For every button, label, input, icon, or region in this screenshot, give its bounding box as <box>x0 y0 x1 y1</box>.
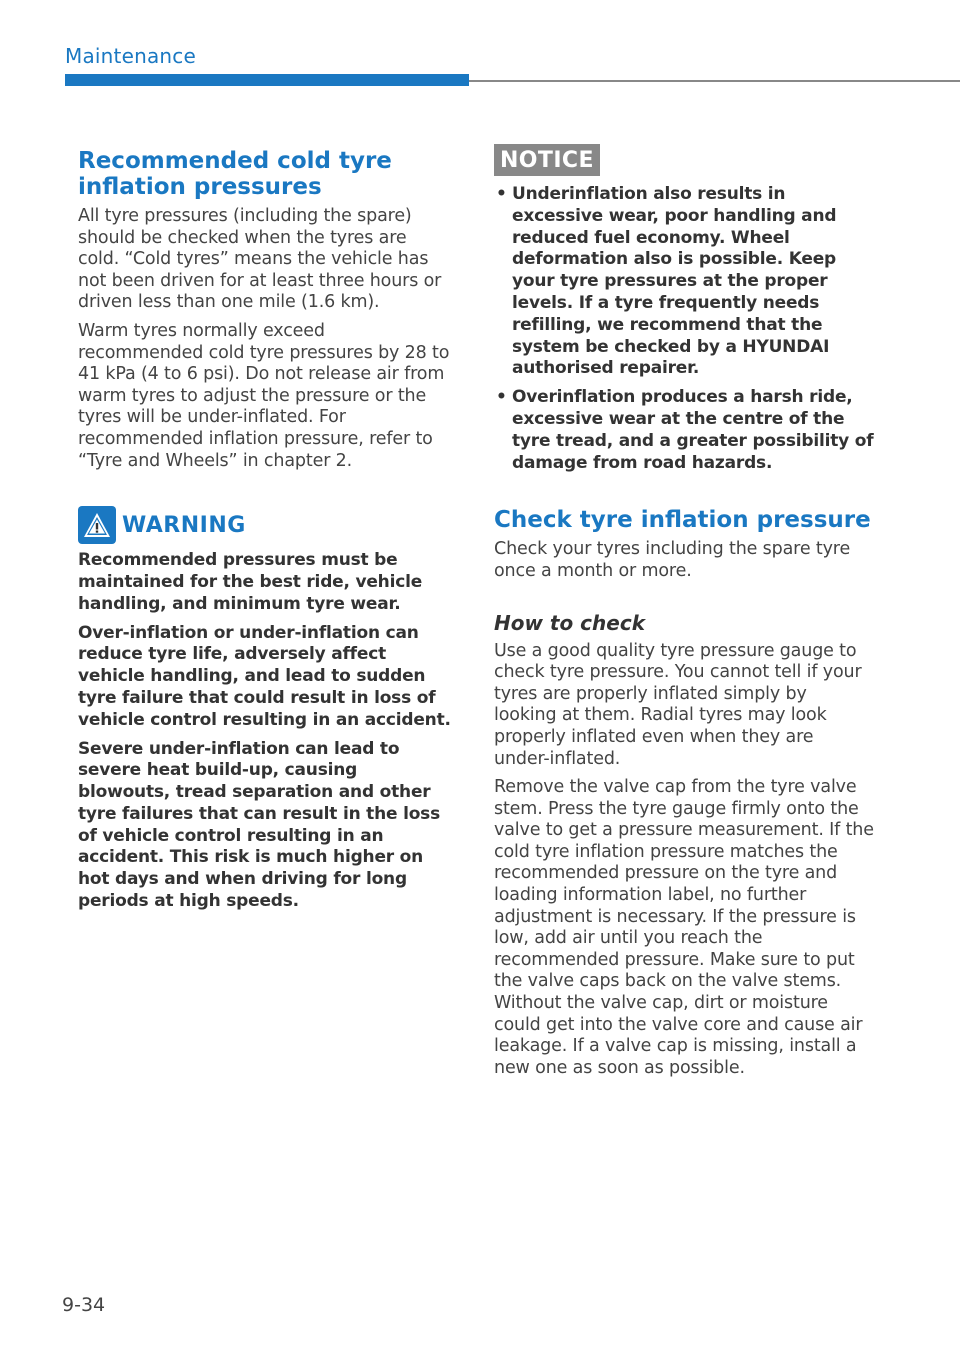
warning-label: WARNING <box>122 512 246 538</box>
header-rule <box>469 80 960 82</box>
paragraph: All tyre pressures (including the spare) should be checked when the tyres are cold. “Cold tyres” means the vehicle has not been driven for at least three hours or driven less than one mile (1.6 km). <box>78 206 442 313</box>
notice-item: • Overinflation produces a harsh ride, excessive wear at the centre of the tyre tread, and a greater possibility of damage from road hazards. <box>496 387 874 474</box>
notice-badge: NOTICE <box>494 144 600 176</box>
check-pressure-section <box>494 507 874 1079</box>
paragraph: Warm tyres normally exceed recommended cold tyre pressures by 28 to 41 kPa (4 to 6 psi). Do not release air from warm tyres to adjust the pressure or the tyres will be under-inflated. For recommended inflation pressure, refer to “Tyre and Wheels” in chapter 2. <box>78 320 450 471</box>
left-column <box>78 148 452 913</box>
paragraph: Remove the valve cap from the tyre valve stem. Press the tyre gauge firmly onto the valve to get a pressure measurement. If the cold tyre inflation pressure matches the recommended pressure on the tyre and loading information label, no further adjustment is necessary. If the pressure is low, add air until you reach the recommended pressure. Make sure to put the valve caps back on the valve stems. Without the valve cap, dirt or moisture could get into the valve core and cause air leakage. If a valve cap is missing, install a new one as soon as possible. <box>494 777 874 1078</box>
running-header: Maintenance <box>65 44 196 68</box>
page-number: 9-34 <box>62 1294 106 1316</box>
section-title-check-pressure: Check tyre inflation pressure <box>494 507 871 534</box>
warning-paragraph: Over-inflation or under-inflation can reduce tyre life, adversely affect vehicle handling, and lead to sudden tyre failure that could result in loss of vehicle control resulting in an accident. <box>78 622 451 730</box>
warning-header <box>78 506 452 544</box>
section-title-cold-pressures: Recommended cold tyre inflation pressures <box>78 148 392 200</box>
notice-item: • Underinflation also results in excessive wear, poor handling and reduced fuel economy. Wheel deformation also is possible. Keep your tyre pressures at the proper levels. If a tyre frequently needs refilling, we recommend that the system be checked by a HYUNDAI authorised repairer. <box>496 184 874 380</box>
notice-list <box>496 184 874 474</box>
subheading-how-to-check: How to check <box>494 610 645 635</box>
paragraph: Check your tyres including the spare tyre once a month or more. <box>494 539 851 581</box>
header-accent-bar <box>65 74 469 86</box>
right-column <box>494 144 874 1079</box>
warning-paragraph: Recommended pressures must be maintained for the best ride, vehicle handling, and minimum tyre wear. <box>78 550 423 614</box>
warning-paragraph: Severe under-inflation can lead to severe heat build-up, causing blowouts, tread separation and other tyre failures that can result in the loss of vehicle control resulting in an accident. This risk is much higher on hot days and when driving for long periods at high speeds. <box>78 738 441 912</box>
paragraph: Use a good quality tyre pressure gauge to check tyre pressure. You cannot tell if your tyres are properly inflated simply by looking at them. Radial tyres may look properly inflated even when they are under-inflated. <box>494 640 862 769</box>
warning-triangle-icon <box>78 506 116 544</box>
